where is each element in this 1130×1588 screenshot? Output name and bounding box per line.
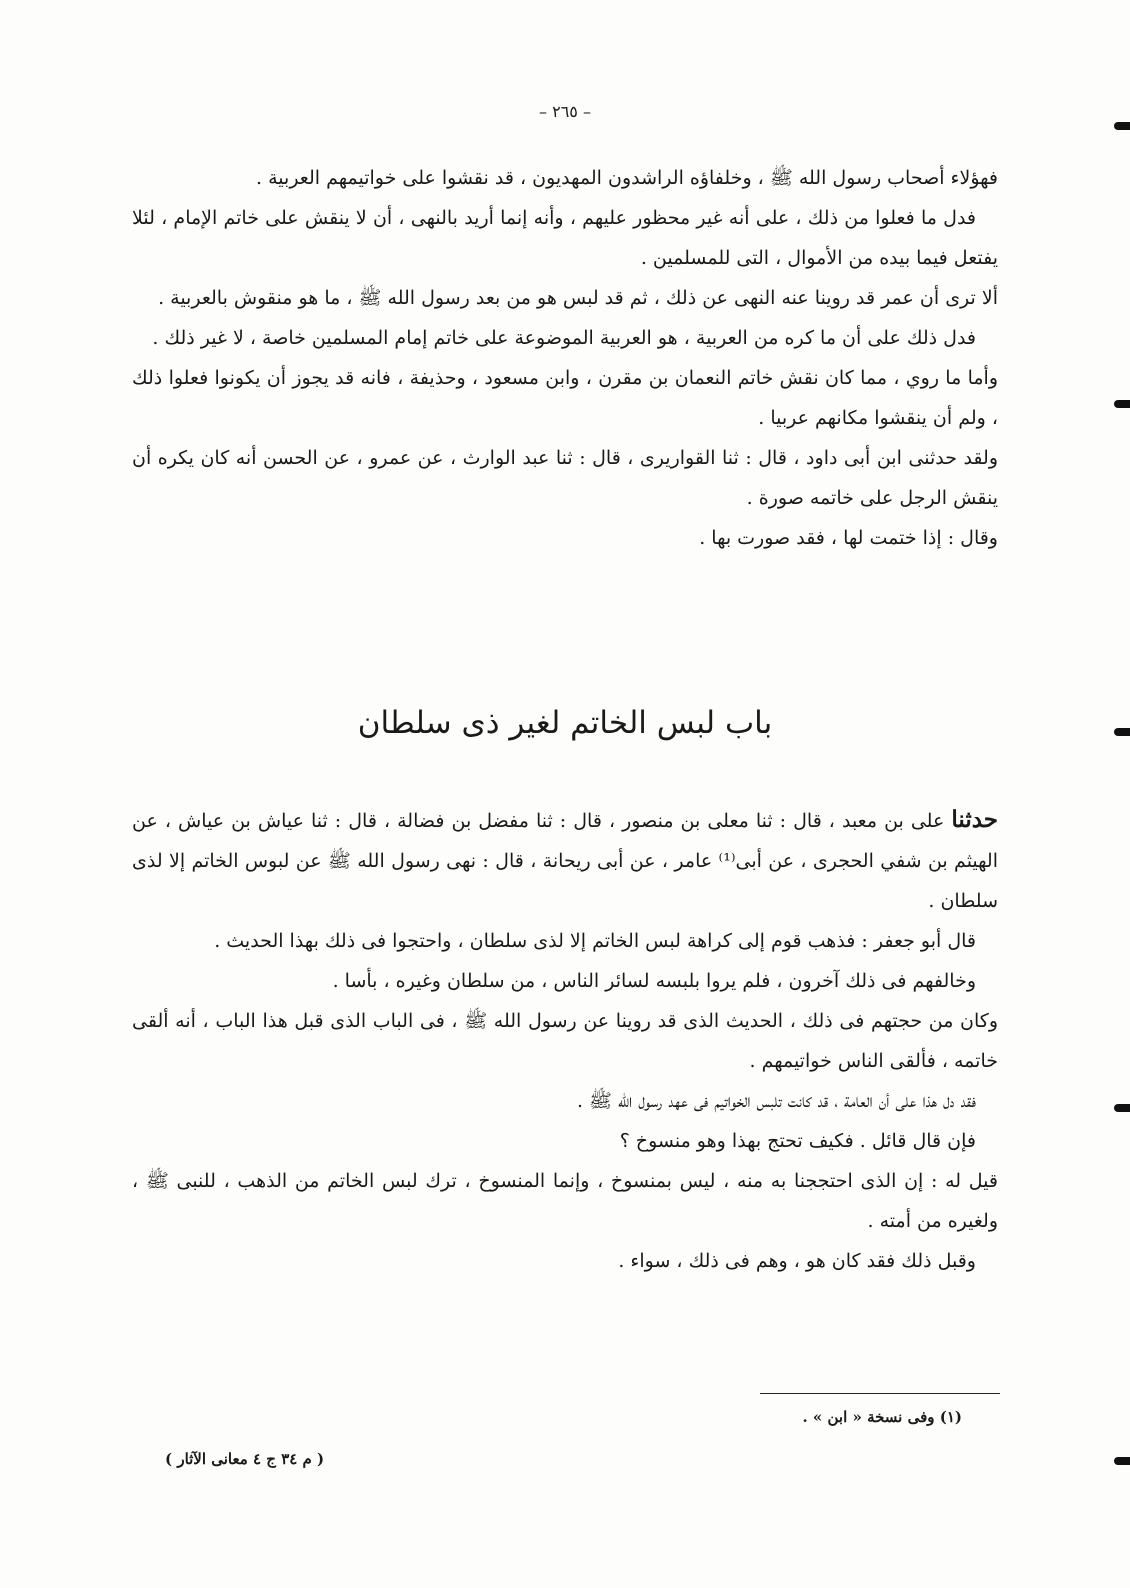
signature-mark: ( م ٣٤ ج ٤ معانى الآثار ) [165, 1450, 325, 1468]
paragraph: فهؤلاء أصحاب رسول الله ﷺ ، وخلفاؤه الراشدون المهديون ، قد نقشوا على خواتيمهم العربية . [256, 167, 998, 189]
footnote-divider [760, 1393, 1000, 1394]
paragraph: وخالفهم فى ذلك آخرون ، فلم يروا بلبسه لسائر الناس ، من سلطان وغيره ، بأسا . [332, 970, 976, 992]
lead-word: حدثنا [951, 806, 999, 833]
margin-mark [1114, 1457, 1130, 1465]
paragraph-text: على بن معبد ، قال : ثنا معلى بن منصور ، قال : ثنا مفضل بن فضالة ، قال : ثنا عياش بن عياش ، عن الهيثم بن شفي الحجرى ، عن أبى⁽¹⁾ عامر ، عن أبى ريحانة ، قال : نهى رسول الله ﷺ عن لبوس الخاتم إلا لذى سلطان . [132, 810, 998, 912]
paragraph: وكان من حجتهم فى ذلك ، الحديث الذى قد روينا عن رسول الله ﷺ ، فى الباب الذى قبل هذا الباب ، أنه ألقى خاتمه ، فألقى الناس خواتيمهم . [132, 1010, 998, 1072]
page-number: – ٢٦٥ – [539, 102, 591, 121]
section-one [132, 158, 998, 558]
paragraph: فدل ذلك على أن ما كره من العربية ، هو العربية الموضوعة على خاتم إمام المسلمين خاصة ، لا غير ذلك . [152, 327, 976, 349]
paragraph: فدل ما فعلوا من ذلك ، على أنه غير محظور عليهم ، وأنه إنما أريد بالنهى ، أن لا ينقش على خاتم الإمام ، لئلا يفتعل فيما بيده من الأموال ، التى للمسلمين . [132, 207, 998, 269]
paragraph: فإن قال قائل . فكيف تحتج بهذا وهو منسوخ ؟ [619, 1130, 976, 1152]
margin-mark [1114, 1104, 1130, 1112]
margin-mark [1114, 728, 1130, 736]
paragraph: ألا ترى أن عمر قد روينا عنه النهى عن ذلك ، ثم قد لبس هو من بعد رسول الله ﷺ ، ما هو منقوش بالعربية . [158, 287, 998, 309]
paragraph: فقد دل هذا على أن العامة ، قد كانت تلبس الخواتيم فى عهد رسول الله ﷺ . [576, 1090, 976, 1112]
section-two [132, 800, 998, 1281]
chapter-heading: باب لبس الخاتم لغير ذى سلطان [357, 705, 773, 741]
paragraph: وقال : إذا ختمت لها ، فقد صورت بها . [699, 527, 998, 549]
paragraph: ولقد حدثنى ابن أبى داود ، قال : ثنا القواريرى ، قال : ثنا عبد الوارث ، عن عمرو ، عن الحسن أنه كان يكره أن ينقش الرجل على خاتمه صورة . [132, 447, 998, 509]
footnote: (١) وفى نسخة « ابن » . [802, 1408, 962, 1426]
margin-mark [1114, 400, 1130, 408]
paragraph: وقبل ذلك فقد كان هو ، وهم فى ذلك ، سواء . [618, 1250, 976, 1272]
margin-mark [1114, 122, 1130, 130]
paragraph: قيل له : إن الذى احتججنا به منه ، ليس بمنسوخ ، وإنما المنسوخ ، ترك لبس الخاتم من الذهب ، للنبى ﷺ ، ولغيره من أمته . [132, 1170, 998, 1232]
paragraph: وأما ما روي ، مما كان نقش خاتم النعمان بن مقرن ، وابن مسعود ، وحذيفة ، فانه قد يجوز أن يكونوا فعلوا ذلك ، ولم أن ينقشوا مكانهم عربيا . [132, 367, 998, 429]
paragraph [132, 800, 998, 921]
paragraph: قال أبو جعفر : فذهب قوم إلى كراهة لبس الخاتم إلا لذى سلطان ، واحتجوا فى ذلك بهذا الحديث . [214, 930, 976, 952]
